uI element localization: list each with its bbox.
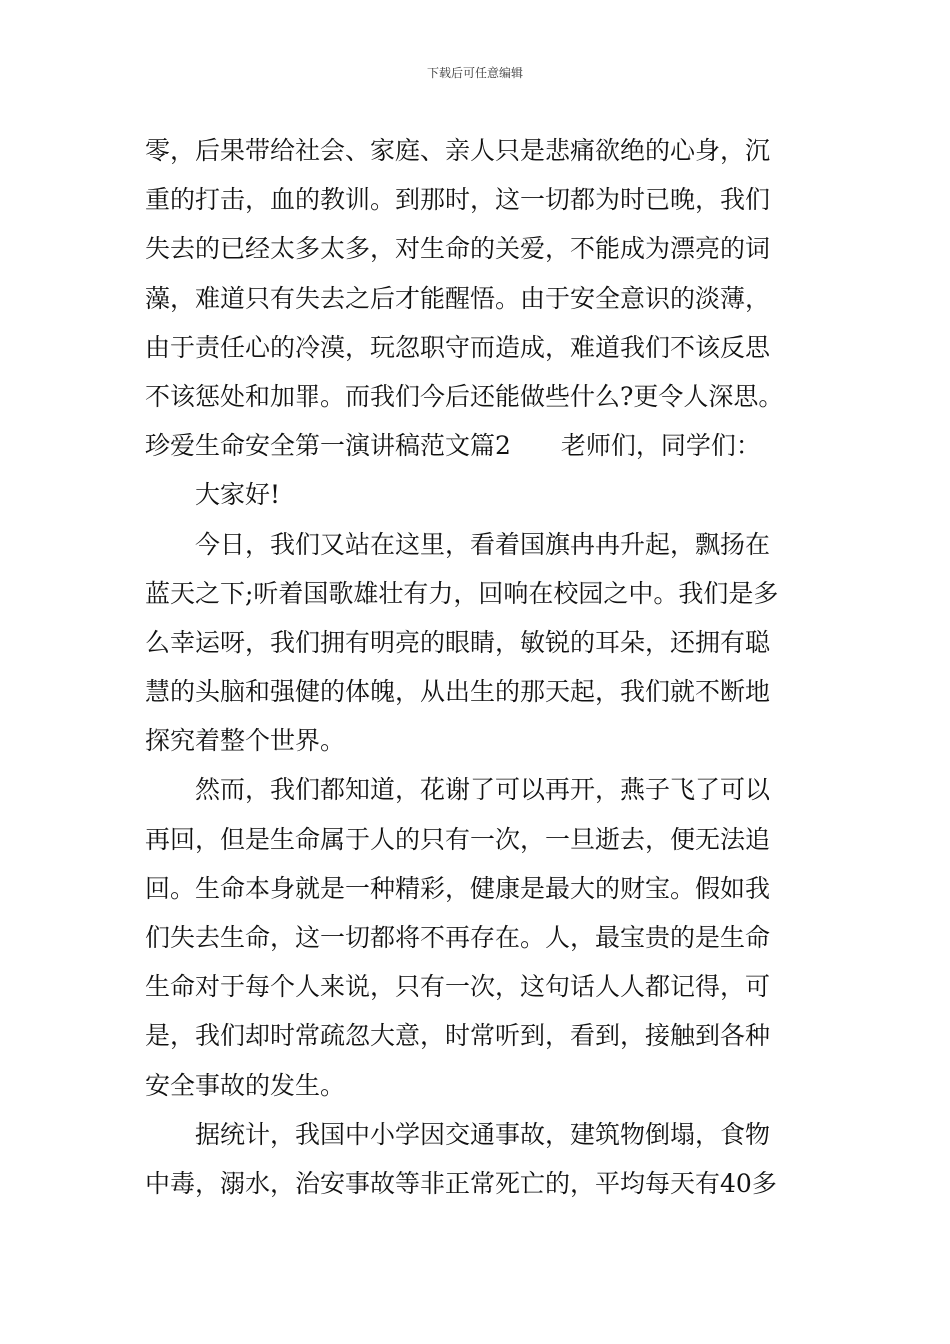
- text-line: 安全事故的发生。: [145, 1070, 346, 1100]
- text-line: 由于责任心的冷漠，玩忽职守而造成，难道我们不该反思: [145, 332, 771, 362]
- text-line: 再回，但是生命属于人的只有一次，一旦逝去，便无法追: [145, 824, 771, 854]
- paragraph-4: [145, 1110, 810, 1208]
- text-line: 据统计，我国中小学因交通事故，建筑物倒塌，食物: [195, 1119, 771, 1149]
- page-header-note: 下载后可任意编辑: [426, 66, 523, 80]
- paragraph-2: [145, 520, 810, 766]
- text-line: 们失去生命，这一切都将不再存在。人，最宝贵的是生命: [145, 923, 771, 952]
- text-line: 中毒，溺水，治安事故等非正常死亡的，平均每天有40多: [145, 1168, 777, 1198]
- text-line: 不该惩处和加罪。而我们今后还能做些什么?更令人深思。: [145, 381, 784, 411]
- text-line: 么幸运呀，我们拥有明亮的眼睛，敏锐的耳朵，还拥有聪: [145, 627, 771, 657]
- paragraph-3: [145, 765, 810, 1109]
- document-body: [145, 126, 810, 1208]
- text-line: 探究着整个世界。: [145, 726, 346, 756]
- salutation: 老师们，同学们：: [560, 431, 761, 461]
- text-line: 回。生命本身就是一种精彩，健康是最大的财宝。假如我: [145, 873, 771, 903]
- section-heading-line: [145, 421, 810, 470]
- text-line: 藻，难道只有失去之后才能醒悟。由于安全意识的淡薄，: [145, 283, 771, 313]
- text-line: 生命对于每个人来说，只有一次，这句话人人都记得，可: [145, 972, 771, 1002]
- text-line: 慧的头脑和强健的体魄，从出生的那天起，我们就不断地: [145, 677, 771, 707]
- greeting: 大家好!: [195, 480, 281, 510]
- section-title: 珍爱生命安全第一演讲稿范文篇2: [145, 431, 511, 461]
- text-line: 今日，我们又站在这里，看着国旗冉冉升起，飘扬在: [195, 529, 771, 559]
- text-line: 蓝天之下;听着国歌雄壮有力，回响在校园之中。我们是多: [145, 578, 779, 608]
- text-line: 是，我们却时常疏忽大意，时常听到，看到，接触到各种: [145, 1021, 771, 1051]
- text-line: 零，后果带给社会、家庭、亲人只是悲痛欲绝的心身，沉: [145, 136, 771, 165]
- text-line: 重的打击，血的教训。到那时，这一切都为时已晚，我们: [145, 185, 771, 215]
- text-line: 然而，我们都知道，花谢了可以再开，燕子飞了可以: [195, 775, 771, 805]
- paragraph-1: [145, 126, 810, 421]
- text-line: 失去的已经太多太多，对生命的关爱，不能成为漂亮的词: [145, 234, 771, 264]
